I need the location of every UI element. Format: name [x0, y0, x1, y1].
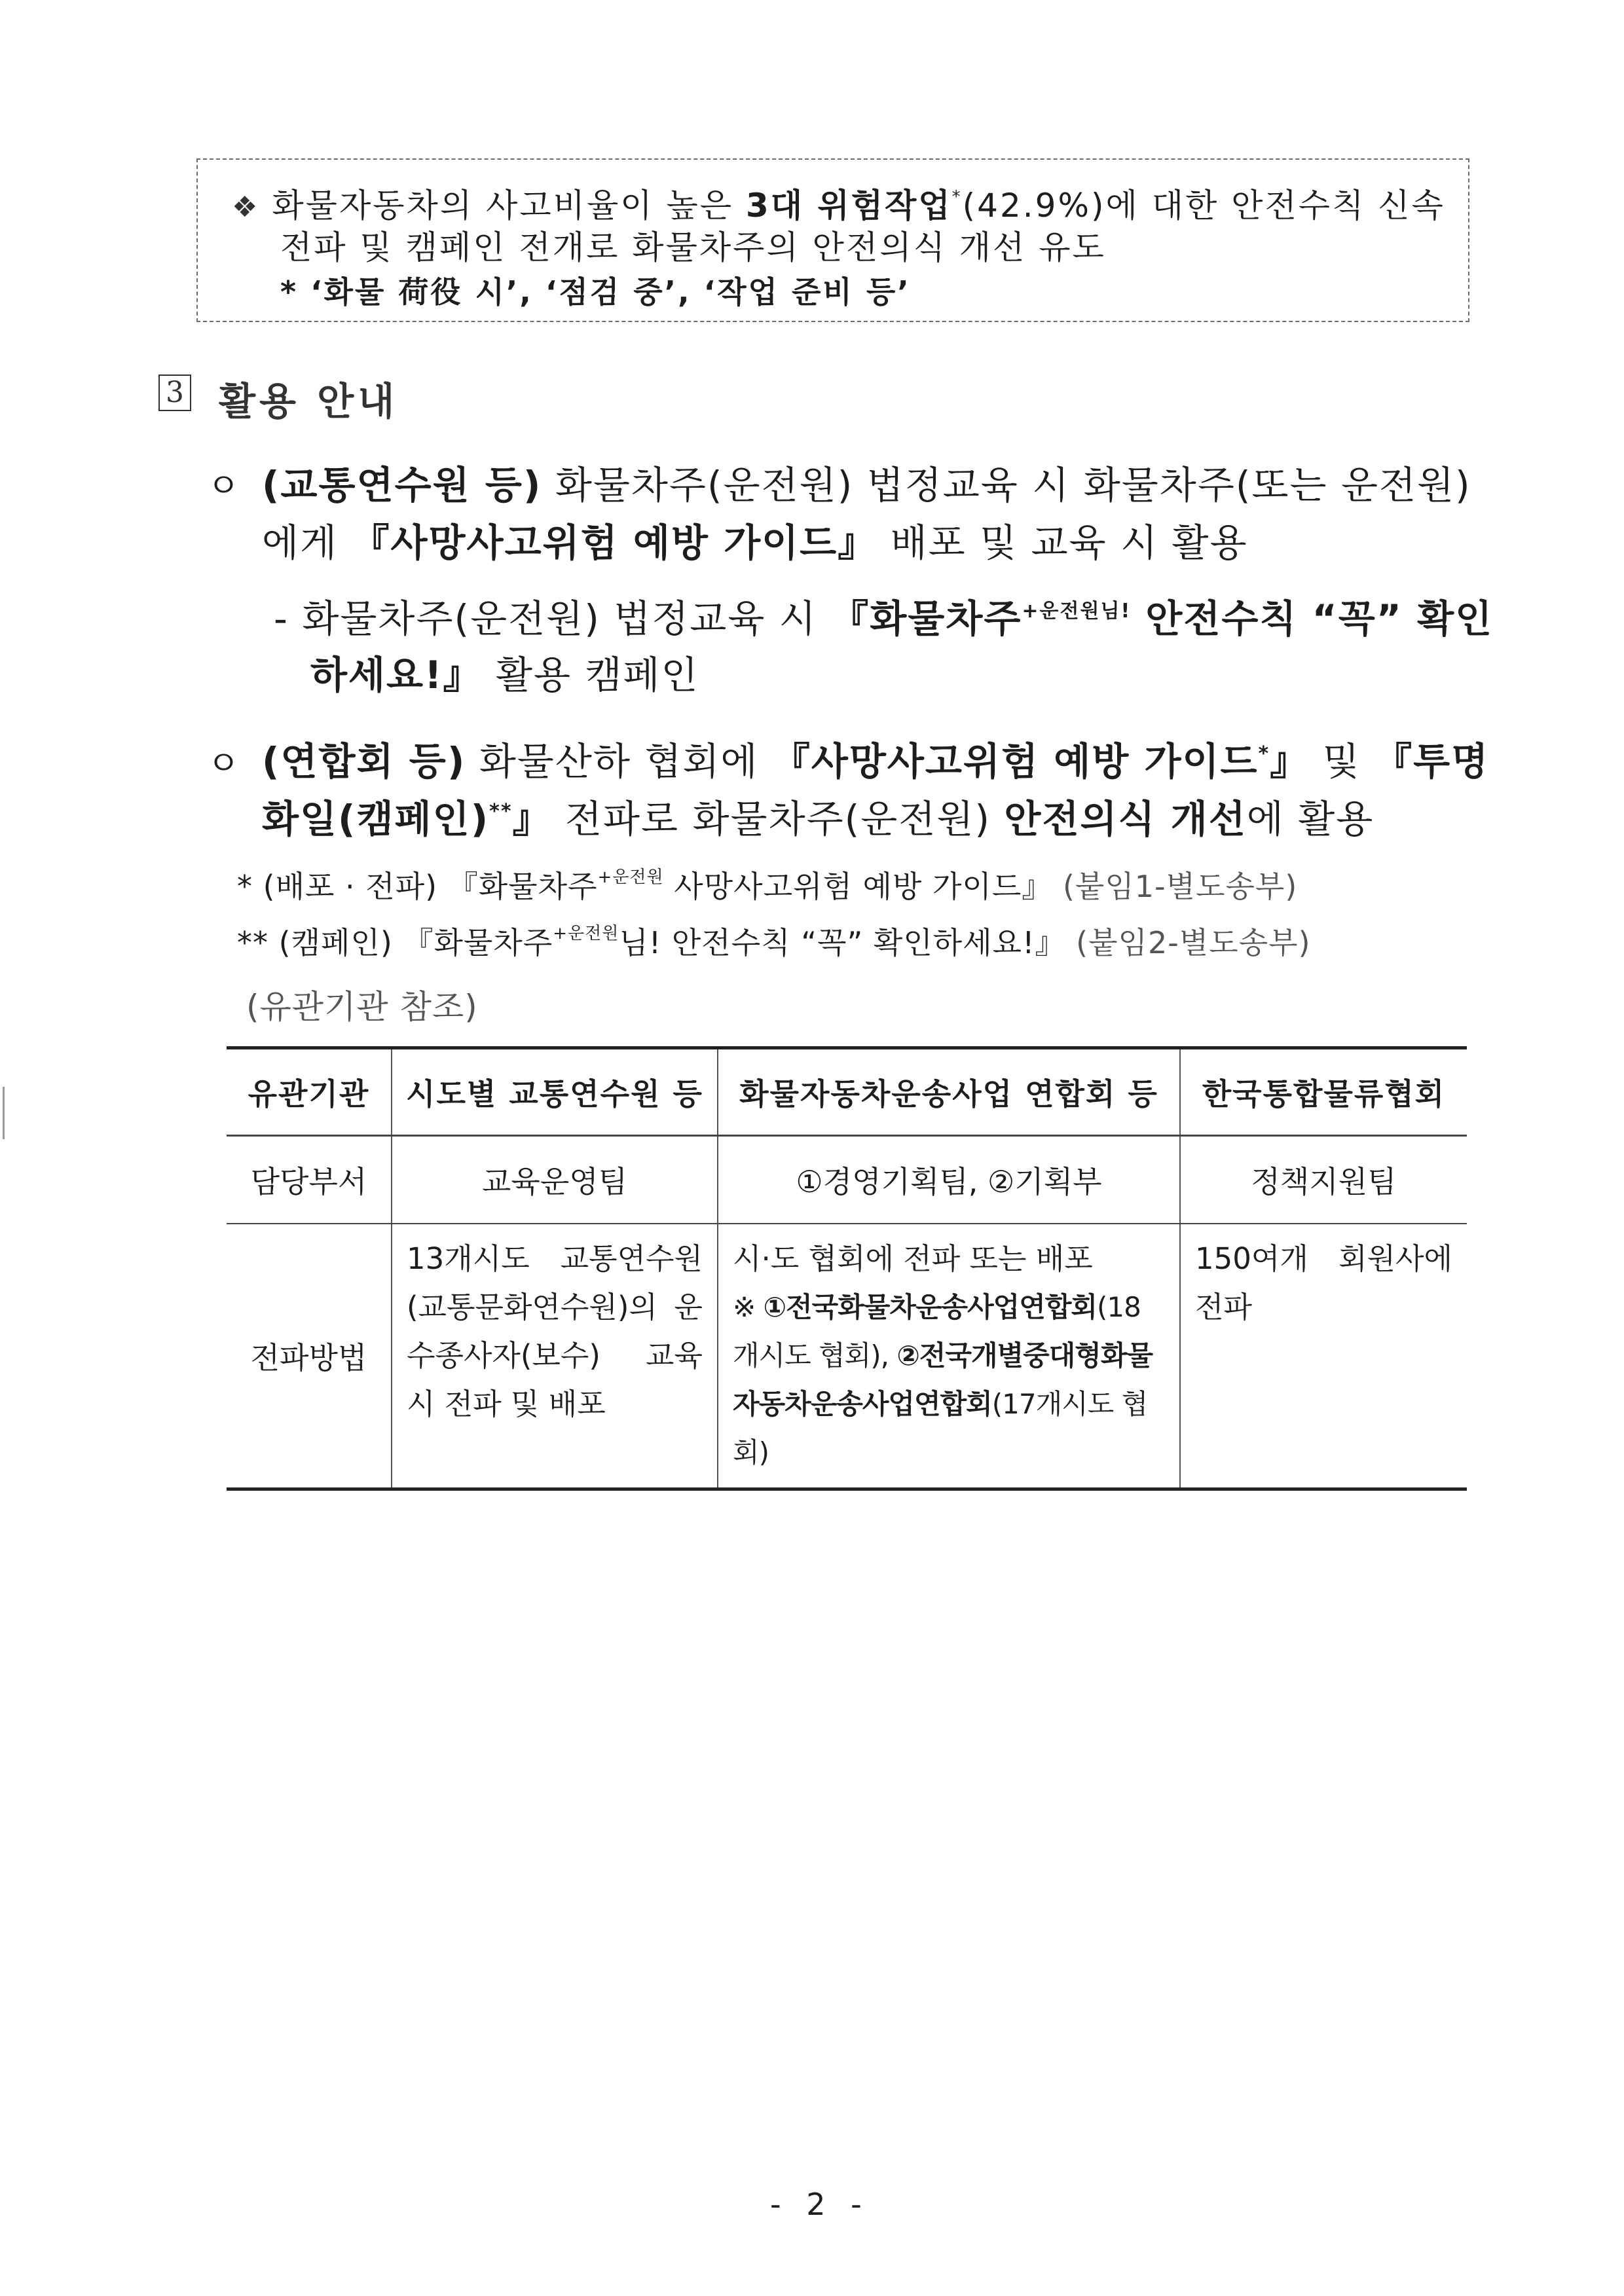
table-row — [227, 1136, 1467, 1224]
table-cell: ①경영기획팀, ②기획부 — [718, 1136, 1180, 1224]
summary-text: 화물자동차의 사고비율이 높은 — [272, 187, 746, 225]
item1-text-b: 배포 및 교육 시 활용 — [877, 520, 1248, 565]
note-2 — [237, 919, 1311, 962]
table-cell: 교육운영팀 — [392, 1136, 718, 1224]
item2-guide-title: 『사망사고위험 예방 가이드 — [771, 739, 1259, 784]
row-label-method: 전파방법 — [227, 1224, 392, 1489]
item1-sub-line-1 — [274, 588, 1493, 643]
summary-box — [196, 158, 1469, 322]
item1-bold: (교통연수원 등) — [262, 463, 542, 507]
item1-sub-bold-3: 하세요!』 — [310, 653, 483, 697]
page-number: - 2 - — [770, 2187, 870, 2222]
reference-caption: (유관기관 참조) — [246, 988, 478, 1026]
method-detail — [733, 1283, 1165, 1477]
item2-line2-bold: 화일(캠페인) — [262, 797, 490, 841]
table-header: 한국통합물류협회 — [1180, 1048, 1467, 1136]
method-line: 시·도 협회에 전파 또는 배포 — [733, 1241, 1093, 1276]
note2-text-b: 님! 안전수칙 “꼭” 확인하세요!』 — [619, 925, 1077, 960]
item2-line-1 — [262, 731, 1489, 786]
item1-text: 화물차주(운전원) 법정교육 시 화물차주(또는 운전원) — [542, 463, 1471, 507]
note2-sup: +운전원 — [553, 924, 619, 943]
summary-text-b: (42.9%)에 대한 안전수칙 신속 — [962, 187, 1445, 225]
summary-footnote: * ‘화물 荷役 시’, ‘점검 중’, ‘작업 준비 등’ — [280, 274, 911, 310]
item2-bold: (연합회 등) — [262, 739, 466, 784]
summary-line-1 — [232, 179, 1445, 227]
table-header-row — [227, 1048, 1467, 1136]
item1-sub-text: - 화물차주(운전원) 법정교육 시 — [274, 596, 831, 641]
federation-2: ②전국개별중대형화물자동차운송사업연합회 — [733, 1339, 1153, 1420]
section-title: 활용 안내 — [219, 379, 399, 424]
table-header: 화물자동차운송사업 연합회 등 — [718, 1048, 1180, 1136]
item2-bracket: 』 — [1270, 739, 1310, 784]
note-mark: ※ — [733, 1291, 764, 1323]
federation-1: ①전국화물차운송사업연합회 — [763, 1291, 1097, 1323]
item1-text-a: 에게 — [262, 520, 352, 565]
scan-edge-mark — [3, 1087, 5, 1139]
summary-bold: 3대 위험작업 — [745, 187, 952, 225]
diamond-bullet-icon: ❖ — [232, 191, 260, 224]
section-number-box: 3 — [158, 374, 191, 411]
note-1 — [237, 863, 1297, 906]
summary-line-2: 전파 및 캠페인 전개로 화물차주의 안전의식 개선 유도 — [280, 228, 1106, 266]
note1-sup: +운전원 — [597, 867, 664, 887]
table-header: 시도별 교통연수원 등 — [392, 1048, 718, 1136]
note2-attachment: (붙임2-별도송부) — [1076, 925, 1311, 960]
item1-sub-line-2 — [310, 644, 699, 699]
note2-text-a: ** (캠페인) 『화물차주 — [237, 925, 553, 960]
item2-sup: * — [1258, 742, 1270, 765]
federation-1-count: (18개시도 협회), — [733, 1291, 1141, 1372]
note1-text-a: * (배포 · 전파) 『화물차주 — [237, 869, 598, 904]
table-row — [227, 1224, 1467, 1489]
note1-text-b: 사망사고위험 예방 가이드』 — [663, 869, 1063, 904]
table-header: 유관기관 — [227, 1048, 392, 1136]
item1-sub-bold-2: 안전수칙 “꼭” 확인 — [1131, 596, 1494, 641]
method-text-1: 13개시도 교통연수원(교통문화연수원)의 운수종사자(보수) 교육 시 전파 및 배포 — [407, 1241, 703, 1421]
item2-line2-text: 전파로 화물차주(운전원) — [551, 797, 1005, 841]
item1-sub-sup: +운전원님! — [1022, 600, 1132, 623]
item2-text-b: 및 — [1309, 739, 1375, 784]
method-text-3: 150여개 회원사에 전파 — [1195, 1241, 1452, 1324]
item1-sub-rest: 활용 캠페인 — [482, 653, 699, 697]
item1-sub-bold: 『화물차주 — [830, 596, 1022, 641]
note1-attachment: (붙임1-별도송부) — [1062, 869, 1298, 904]
agency-table — [227, 1046, 1467, 1491]
federation-2-count: (17개시도 협회) — [733, 1388, 1148, 1468]
item2-line2-bracket: 』 — [512, 797, 552, 841]
item1-line-1 — [262, 454, 1471, 509]
table-cell — [1180, 1224, 1467, 1489]
table-cell — [718, 1224, 1180, 1489]
table-cell — [392, 1224, 718, 1489]
circle-bullet-icon-2: ㅇ — [207, 744, 240, 784]
method-text-2 — [718, 1224, 1179, 1487]
item2-line2-text-b: 에 활용 — [1246, 797, 1375, 841]
item2-text-a: 화물산하 협회에 — [466, 739, 772, 784]
item2-bold-4: 『투명 — [1374, 739, 1490, 784]
item1-line-2 — [262, 512, 1248, 567]
item1-guide-title: 『사망사고위험 예방 가이드』 — [351, 520, 877, 565]
row-label-dept: 담당부서 — [227, 1136, 392, 1224]
summary-sup: * — [951, 187, 963, 207]
table-cell: 정책지원팀 — [1180, 1136, 1467, 1224]
item2-line-2 — [262, 788, 1374, 843]
circle-bullet-icon: ㅇ — [207, 467, 240, 506]
item2-line2-sup: ** — [489, 800, 513, 823]
item2-line2-bold-3: 안전의식 개선 — [1004, 797, 1247, 841]
